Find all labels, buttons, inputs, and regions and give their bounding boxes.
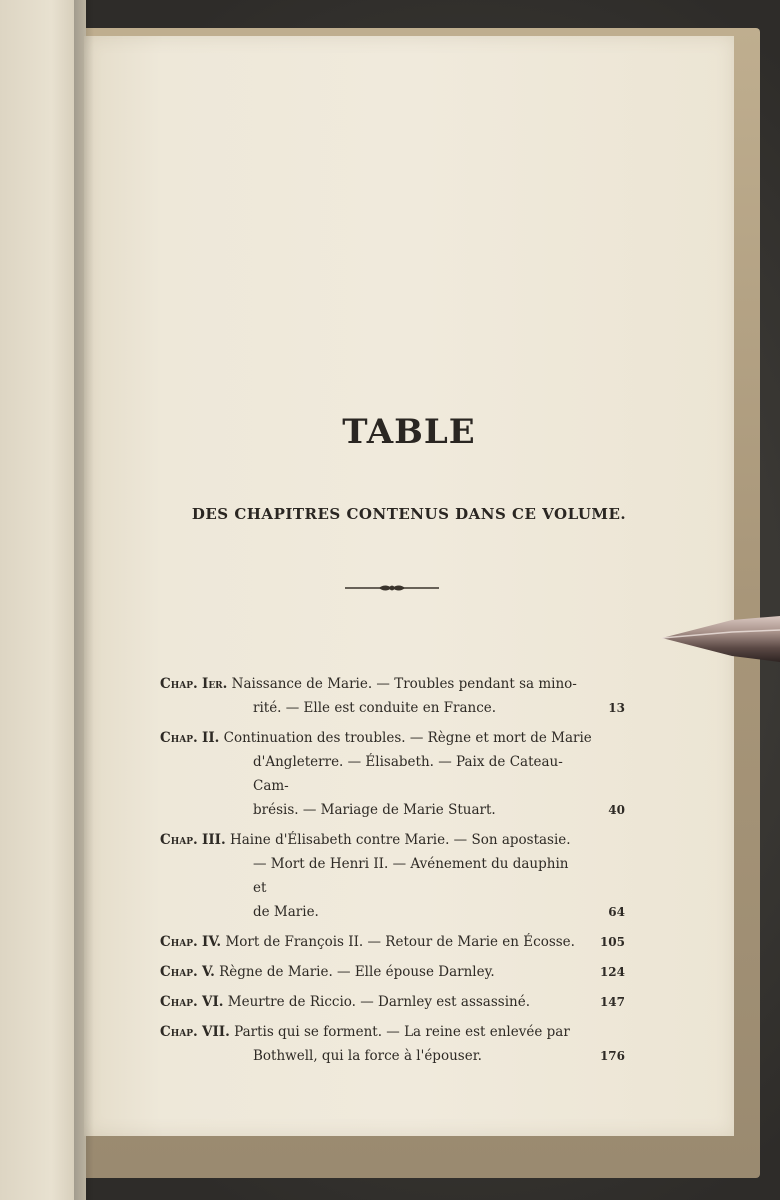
chapter-line: Mort de François II. — Retour de Marie en Écosse. [225, 934, 575, 950]
chapter-line: Meurtre de Riccio. — Darnley est assassiné. [227, 994, 531, 1010]
chapter-number: VI. [202, 994, 224, 1010]
chapter-line: d'Angleterre. — Élisabeth. — Paix de Cateau-Cam- [253, 754, 563, 794]
chapter-line: Haine d'Élisabeth contre Marie. — Son apostasie. [229, 832, 571, 848]
chapter-label: Chap. [160, 994, 198, 1010]
chapter-label: Chap. [160, 832, 198, 848]
chapter-number: II. [202, 730, 220, 746]
chapter-line: Continuation des troubles. — Règne et mort de Marie [223, 730, 592, 746]
gutter-shadow [74, 0, 94, 1200]
chapter-label: Chap. [160, 964, 198, 980]
page-title: TABLE [342, 412, 476, 452]
chapter-number: V. [202, 964, 215, 980]
chapter-line: Bothwell, qui la force à l'épouser. [253, 1048, 482, 1064]
pen-tip-icon [662, 612, 780, 666]
toc-entry-7 [160, 1020, 625, 1068]
page-subtitle: DES CHAPITRES CONTENUS DANS CE VOLUME. [191, 505, 627, 523]
chapter-page: 105 [599, 935, 625, 949]
chapter-label: Chap. [160, 1024, 198, 1040]
chapter-line: Règne de Marie. — Elle épouse Darnley. [219, 964, 495, 980]
chapter-number: IV. [202, 934, 222, 950]
chapter-label: Chap. [160, 934, 198, 950]
toc-entry-3 [160, 828, 625, 924]
toc-entry-6 [160, 990, 625, 1014]
chapter-page: 40 [608, 803, 625, 817]
chapter-page: 13 [608, 701, 625, 715]
chapter-line: Partis qui se forment. — La reine est enlevée par [234, 1024, 570, 1040]
chapter-number: Ier. [202, 676, 228, 692]
chapter-line: brésis. — Mariage de Marie Stuart. [253, 802, 496, 818]
chapter-line: de Marie. [253, 904, 319, 920]
chapter-label: Chap. [160, 676, 198, 692]
chapter-label: Chap. [160, 730, 198, 746]
chapter-number: III. [202, 832, 226, 848]
chapter-line: — Mort de Henri II. — Avénement du dauphin et [253, 856, 569, 896]
table-of-contents [160, 672, 625, 1074]
toc-entry-1 [160, 672, 625, 720]
toc-entry-4 [160, 930, 625, 954]
chapter-number: VII. [202, 1024, 230, 1040]
chapter-page: 176 [599, 1049, 625, 1063]
ornament-divider-icon [345, 582, 439, 594]
chapter-page: 64 [608, 905, 625, 919]
chapter-line: Naissance de Marie. — Troubles pendant sa mino- [231, 676, 577, 692]
toc-entry-5 [160, 960, 625, 984]
chapter-page: 124 [599, 965, 625, 979]
chapter-page: 147 [599, 995, 625, 1009]
toc-entry-2 [160, 726, 625, 822]
chapter-line: rité. — Elle est conduite en France. [253, 700, 497, 716]
